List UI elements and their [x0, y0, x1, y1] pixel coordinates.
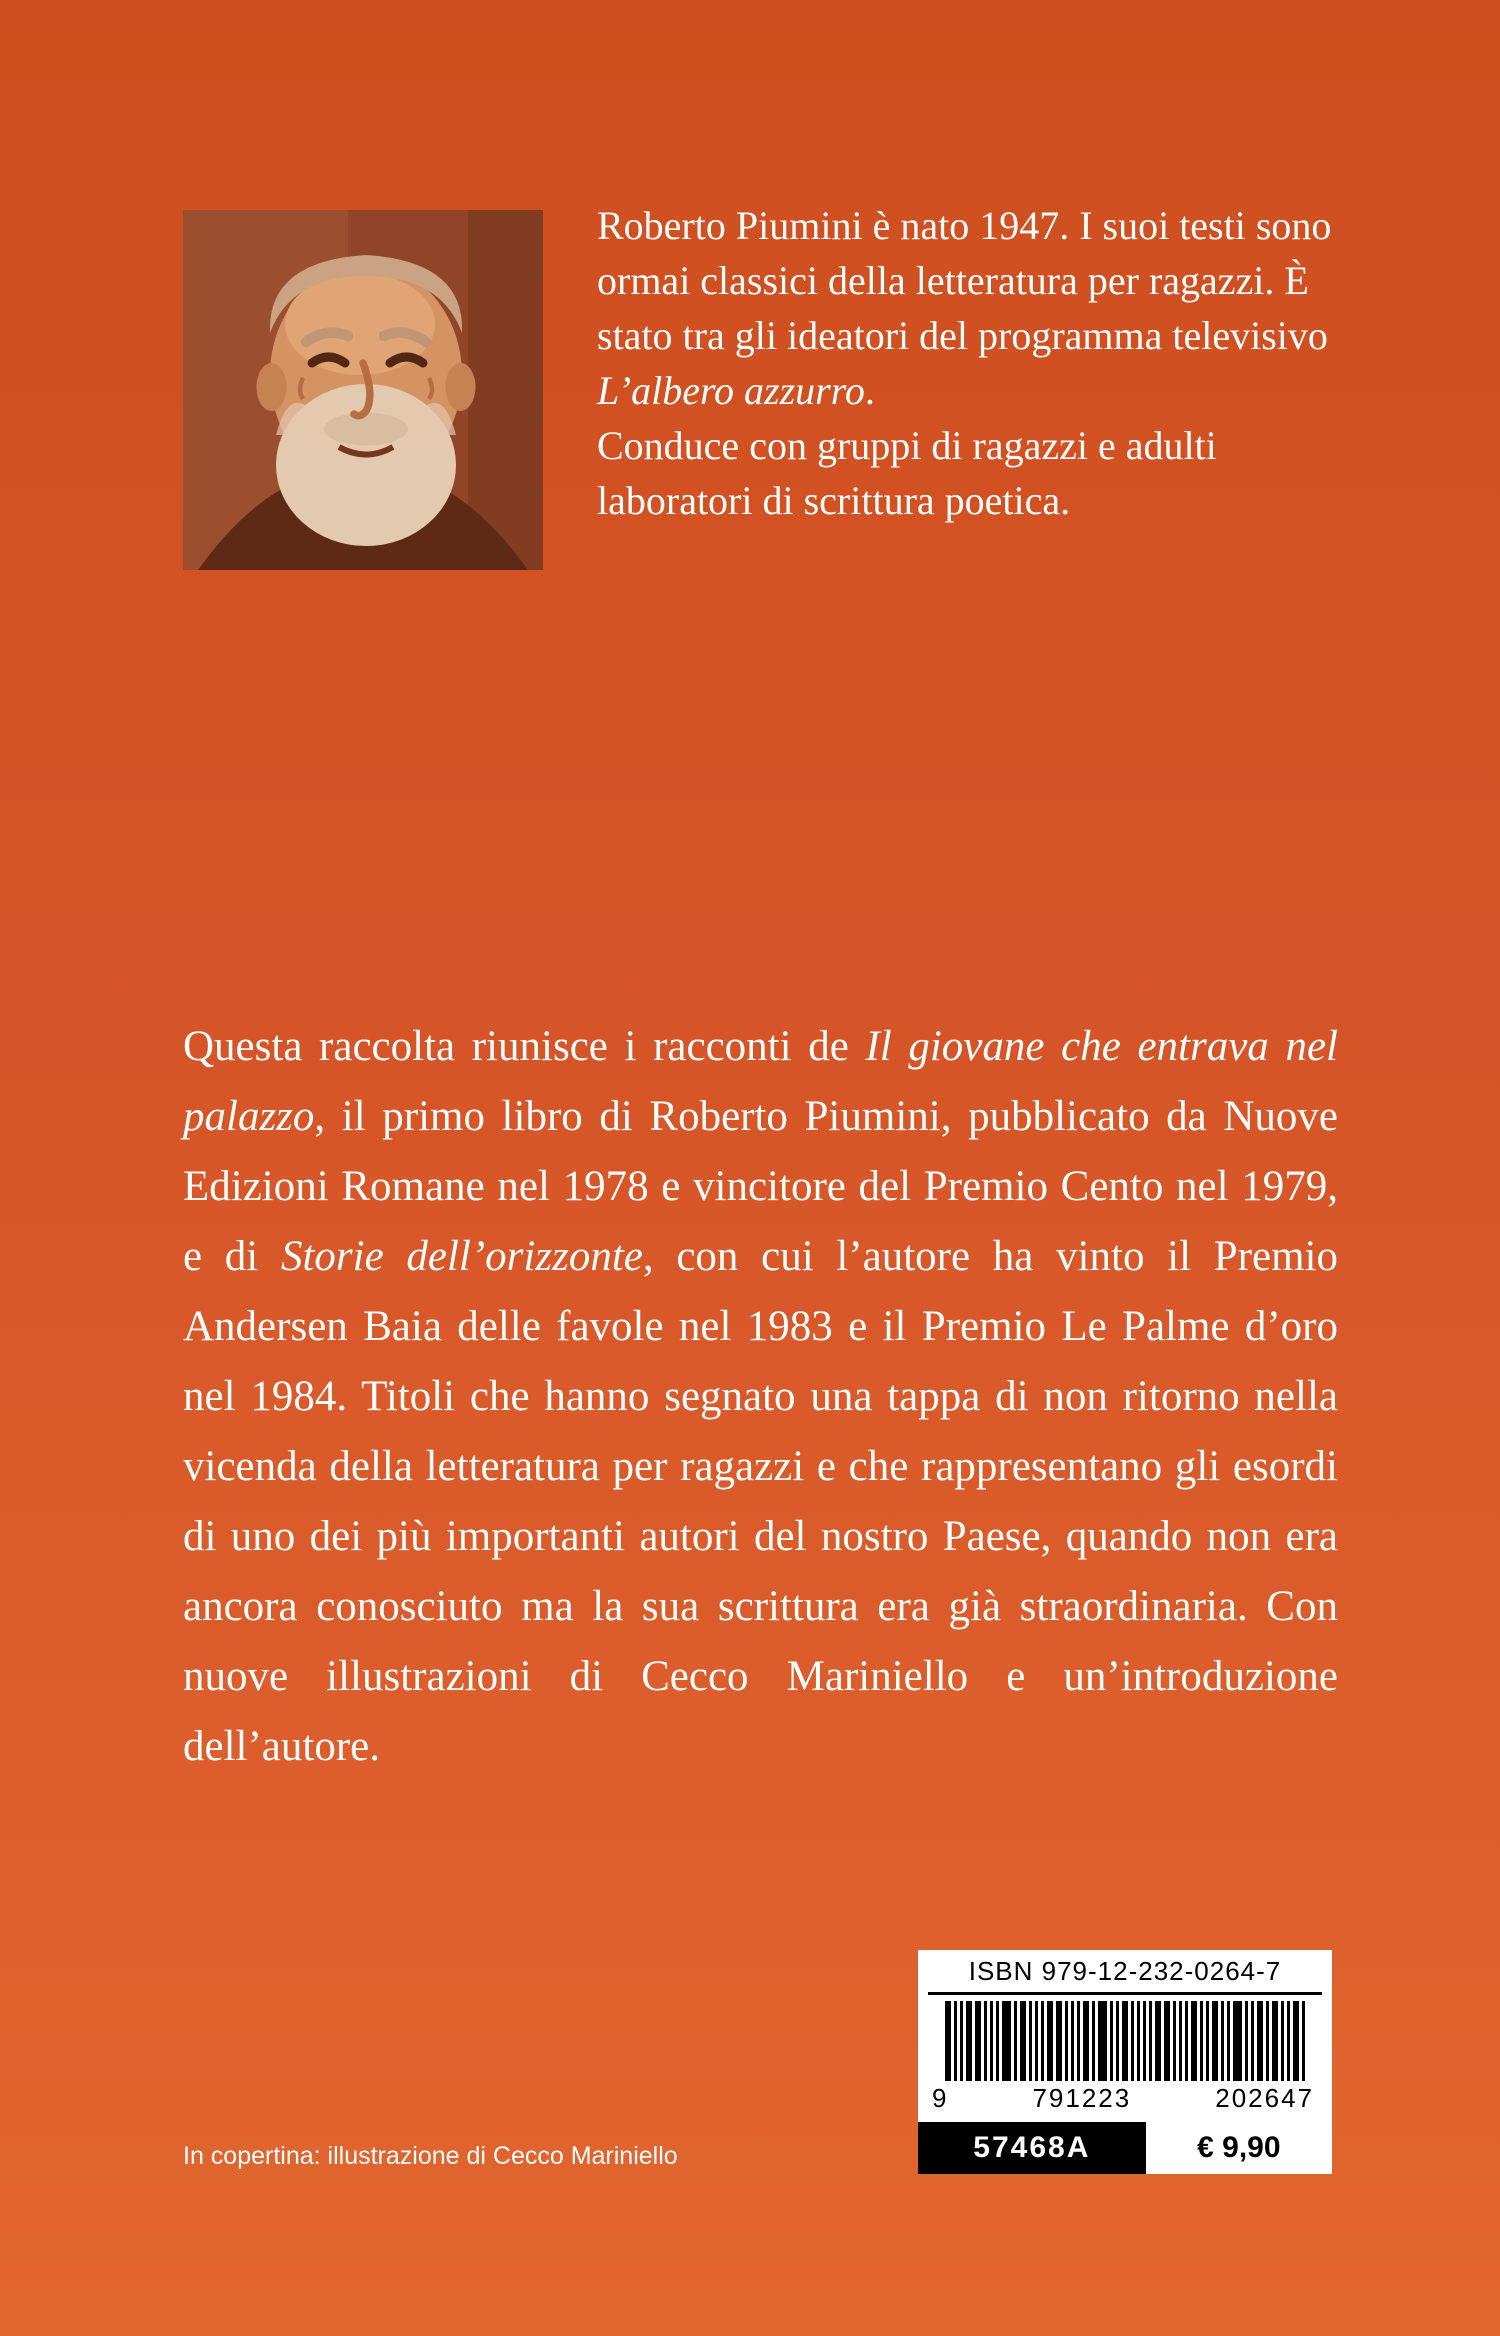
bio-italic-title: L’albero azzurro	[597, 368, 865, 413]
description-italic-title-1: Il giovane che entrava nel palazzo	[183, 1023, 1338, 1140]
bio-text: Roberto Piumini è nato 1947. I suoi testi sono ormai classici della letteratura per ragazzi. È stato tra gli ideatori del programma televisivo	[597, 203, 1332, 358]
bio-paragraph-1	[597, 198, 1339, 418]
isbn-label: ISBN 979-12-232-0264-7	[928, 1950, 1322, 1995]
barcode-bars-row	[918, 1995, 1332, 2081]
author-bio	[597, 198, 1339, 528]
barcode-digits	[918, 2081, 1332, 2122]
book-description	[183, 1012, 1338, 1782]
description-text-2: , il primo libro di Roberto Piumini, pubblicato da Nuove Edizioni Romane nel 1978 e vincitore del Premio Cento nel 1979, e di	[183, 1093, 1338, 1280]
barcode-digit-lead: 9	[932, 2083, 949, 2113]
publisher-code: 57468A	[918, 2122, 1146, 2174]
description-text-1: Questa raccolta riunisce i racconti de	[183, 1023, 866, 1070]
barcode-digit-group-2: 202647	[1215, 2083, 1314, 2113]
author-photo	[183, 210, 543, 570]
barcode-digit-group-1: 791223	[1032, 2083, 1132, 2113]
description-italic-title-2: Storie dell’orizzonte	[280, 1233, 643, 1280]
author-portrait-illustration	[183, 210, 543, 570]
publisher-strip	[918, 2122, 1332, 2174]
bio-paragraph-2: Conduce con gruppi di ragazzi e adulti laboratori di scrittura poetica.	[597, 423, 1217, 523]
price-tag: € 9,90	[1146, 2122, 1332, 2174]
bio-text-end: .	[864, 368, 875, 413]
isbn-barcode-block	[918, 1950, 1332, 2174]
cover-credit: In copertina: illustrazione di Cecco Mariniello	[183, 2142, 678, 2170]
barcode-bars	[945, 2001, 1305, 2081]
description-text-3: , con cui l’autore ha vinto il Premio Andersen Baia delle favole nel 1983 e il Premio Le Palme d’oro nel 1984. Titoli che hanno segnato una tappa di non ritorno nella vicenda della letteratura per ragazzi e che rappresentano gli esordi di uno dei più importanti autori del nostro Paese, quando non era ancora conosciuto ma la sua scrittura era già straordinaria. Con nuove illustrazioni di Cecco Mariniello e un’introduzione dell’autore.	[183, 1233, 1338, 1770]
